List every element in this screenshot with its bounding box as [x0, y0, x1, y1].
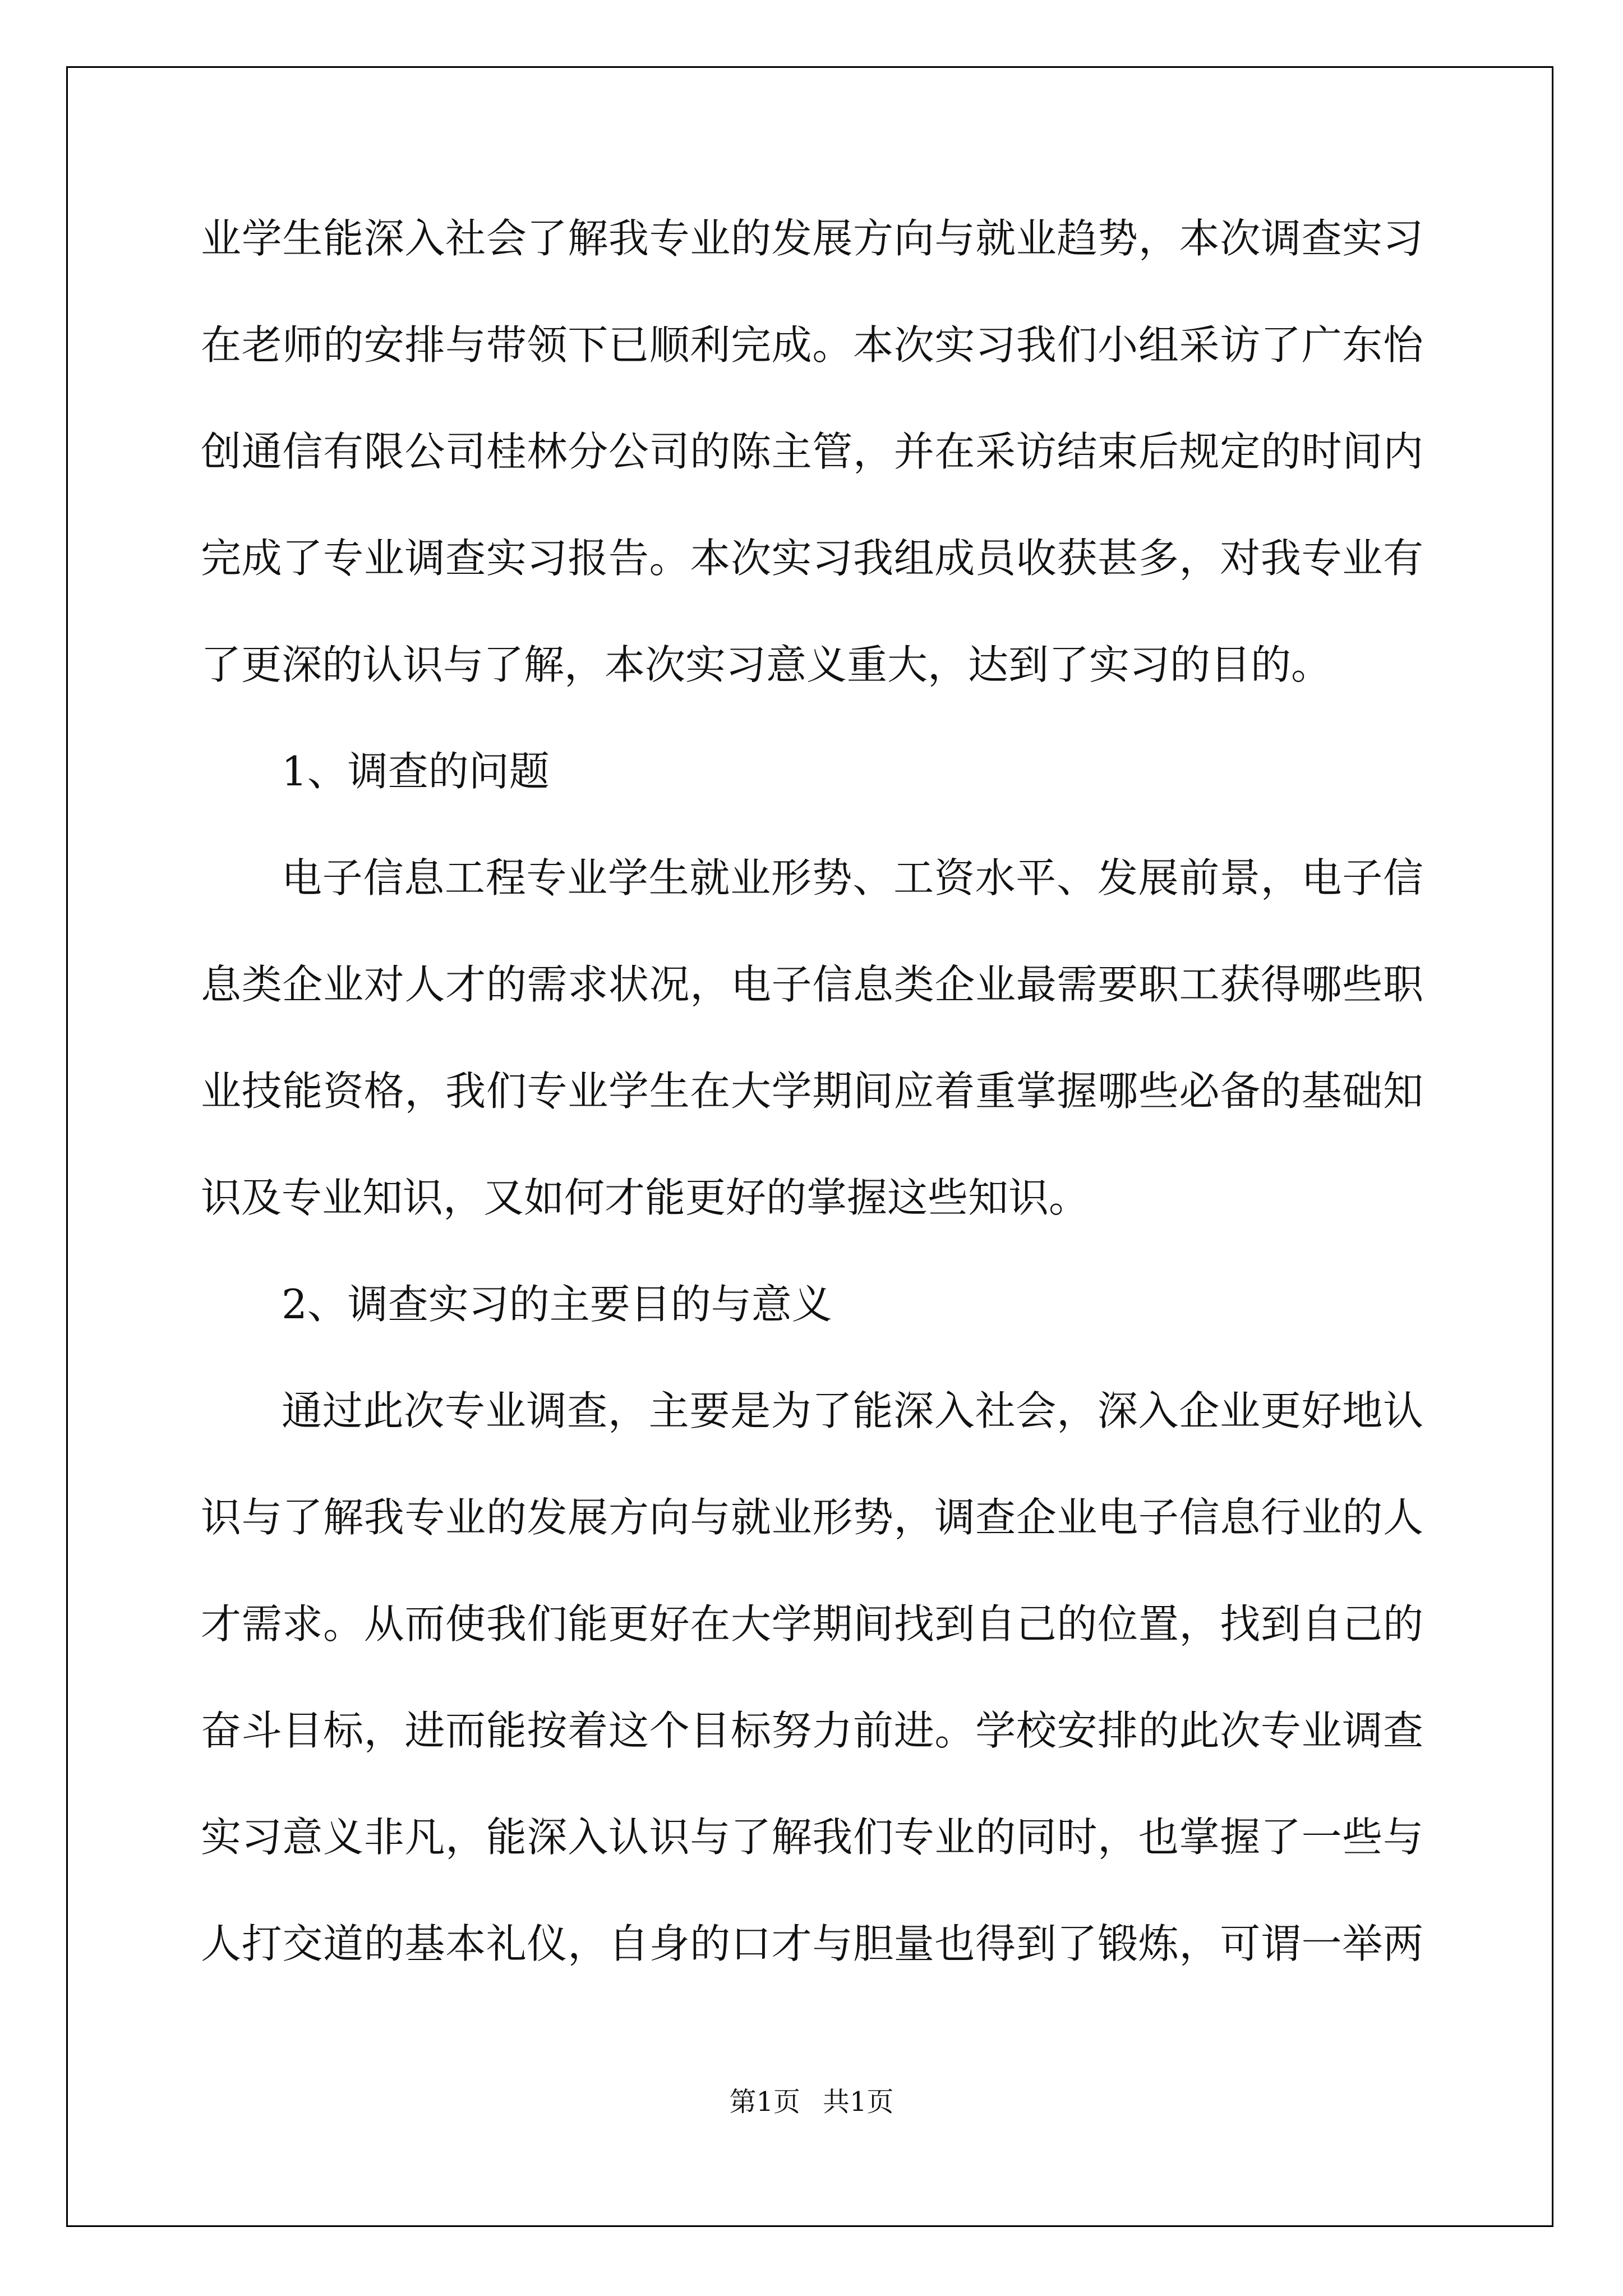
text-line: 了更深的认识与了解，本次实习意义重大，达到了实习的目的。 — [201, 641, 1332, 688]
page-number: 第1页 — [729, 2086, 800, 2118]
text-line: 才需求。从而使我们能更好在大学期间找到自己的位置，找到自己的 — [201, 1600, 1423, 1648]
text-line: 人打交道的基本礼仪，自身的口才与胆量也得到了锻炼，可谓一举两 — [201, 1920, 1423, 1967]
text-line: 完成了专业调查实习报告。本次实习我组成员收获甚多，对我专业有 — [201, 535, 1423, 582]
page-footer — [0, 2080, 1623, 2119]
page-total: 共1页 — [823, 2086, 894, 2118]
text-line: 业技能资格，我们专业学生在大学期间应着重掌握哪些必备的基础知 — [201, 1068, 1423, 1115]
text-line: 在老师的安排与带领下已顺利完成。本次实习我们小组采访了广东怡 — [201, 321, 1423, 369]
text-line: 识与了解我专业的发展方向与就业形势，调查企业电子信息行业的人 — [201, 1494, 1423, 1541]
section-heading: 2、调查实习的主要目的与意义 — [282, 1281, 832, 1328]
text-line: 奋斗目标，进而能按着这个目标努力前进。学校安排的此次专业调查 — [201, 1707, 1423, 1754]
text-line: 息类企业对人才的需求状况，电子信息类企业最需要职工获得哪些职 — [201, 961, 1423, 1008]
text-line: 创通信有限公司桂林分公司的陈主管，并在采访结束后规定的时间内 — [201, 428, 1423, 475]
text-line: 通过此次专业调查，主要是为了能深入社会，深入企业更好地认 — [282, 1387, 1423, 1434]
text-line: 电子信息工程专业学生就业形势、工资水平、发展前景，电子信 — [282, 854, 1423, 901]
text-line: 业学生能深入社会了解我专业的发展方向与就业趋势，本次调查实习 — [201, 215, 1423, 262]
section-heading: 1、调查的问题 — [282, 748, 550, 795]
document-body — [201, 208, 1423, 2019]
text-line: 实习意义非凡，能深入认识与了解我们专业的同时，也掌握了一些与 — [201, 1814, 1423, 1861]
text-line: 识及专业知识，又如何才能更好的掌握这些知识。 — [201, 1174, 1090, 1221]
